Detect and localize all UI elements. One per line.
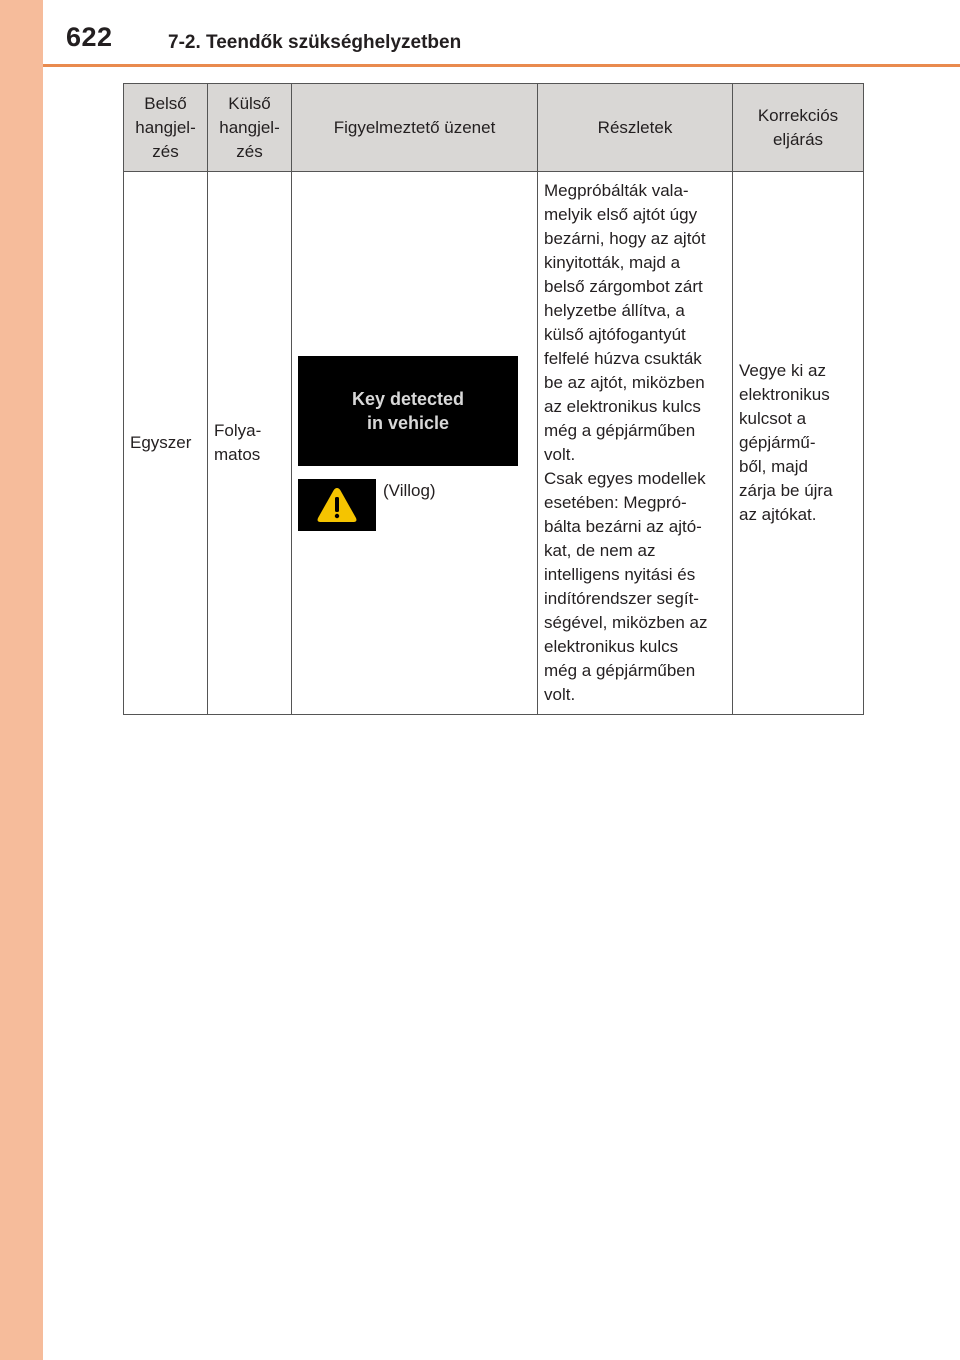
header-correction: Korrekciós eljárás	[733, 84, 864, 172]
outer-sound-cell: Folya- matos	[208, 172, 292, 715]
warning-table	[123, 83, 864, 715]
page-number: 622	[66, 22, 113, 52]
details-cell: Megpróbálták vala- melyik első ajtót úgy bezárni, hogy az ajtót kinyitották, majd a belső zárgombot zárt helyzetbe állítva, a külső ajtófogantyút felfelé húzva csukták be az ajtót, miközben az elektronikus kulcs még a gépjárműben volt. Csak egyes modellek esetében: Megpró- bálta bezárni az ajtó- kat, de nem az intelligens nyitási és indítórendszer segít- ségével, miközben az elektronikus kulcs még a gépjárműben volt.	[538, 172, 733, 715]
warning-icon-box	[298, 479, 376, 531]
warning-triangle-icon	[315, 485, 359, 525]
header-inner-sound: Belső hangjel- zés	[124, 84, 208, 172]
side-color-strip	[0, 0, 43, 1360]
header-details: Részletek	[538, 84, 733, 172]
section-title: 7-2. Teendők szükséghelyzetben	[168, 32, 462, 53]
table-header-row	[124, 84, 864, 172]
inner-sound-cell: Egyszer	[124, 172, 208, 715]
table-row	[124, 172, 864, 715]
header-divider	[43, 64, 960, 67]
warning-indicator-row	[298, 479, 531, 531]
display-screen-image: Key detected in vehicle	[298, 356, 518, 466]
correction-cell: Vegye ki az elektronikus kulcsot a gépjármű- ből, majd zárja be újra az ajtókat.	[733, 172, 864, 715]
warning-message-cell	[292, 172, 538, 715]
header-outer-sound: Külső hangjel- zés	[208, 84, 292, 172]
blink-label: (Villog)	[383, 480, 436, 500]
header-warning-message: Figyelmeztető üzenet	[292, 84, 538, 172]
